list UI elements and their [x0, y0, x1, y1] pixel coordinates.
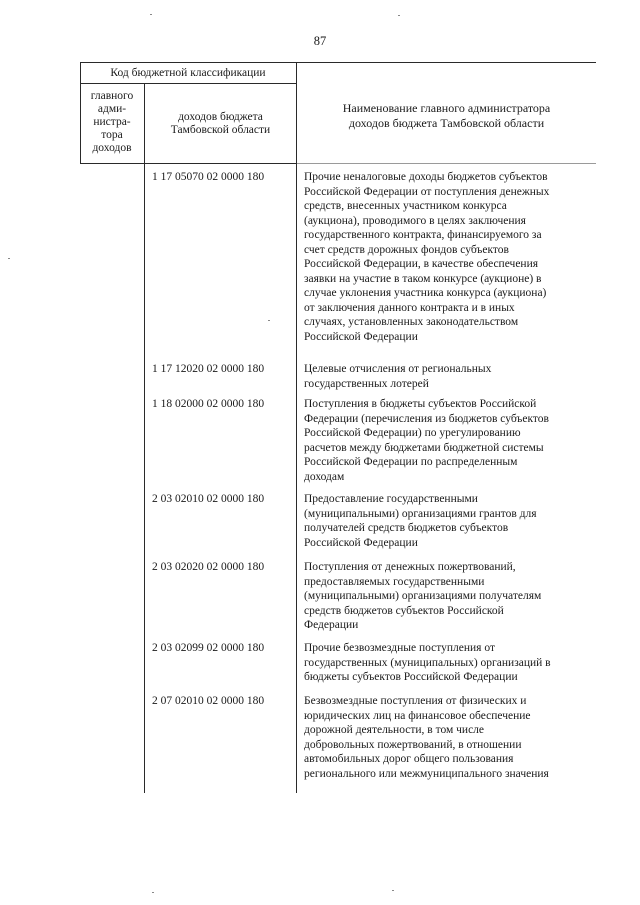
chief-admin-header-line: главного [90, 90, 134, 102]
row-name-line: Российской Федерации) по урегулированию [304, 427, 521, 439]
chief-admin-header-line: нистра- [93, 116, 131, 128]
row-name-line: Федерации (перечисления из бюджетов субъектов [304, 412, 549, 425]
row-name [304, 492, 594, 550]
row-name-line: бюджеты субъектов Российской Федерации [304, 671, 518, 683]
row-code: 1 18 02000 02 0000 180 [152, 398, 265, 410]
chief-admin-header-line: доходов [92, 142, 132, 154]
row-name-line: Прочие безвозмездные поступления от [304, 642, 495, 654]
row-name-line: (муниципальными) организациями грантов для [304, 507, 537, 520]
row-name-line: Поступления от денежных пожертвований, [304, 561, 516, 573]
row-name-line: от заключения данного контракта и в иных [304, 301, 515, 314]
row-name-line: доходам [304, 470, 345, 483]
header-bottom-rule-left [80, 163, 297, 164]
scan-speck [152, 892, 154, 893]
row-name-line: государственных (муниципальных) организаций в [304, 656, 551, 669]
row-code: 2 03 02010 02 0000 180 [152, 493, 265, 505]
chief-admin-header [80, 90, 144, 155]
subheader-rule [80, 83, 297, 84]
row-name-line: Российской Федерации по распределенным [304, 456, 518, 468]
row-name-line: средств, внесенных участником конкурса [304, 200, 507, 212]
row-name [304, 397, 594, 484]
scan-speck [150, 14, 152, 15]
admin-name-header-line: Наименование главного администратора [342, 101, 551, 115]
chief-admin-header-line: тора [101, 129, 123, 141]
row-code: 1 17 12020 02 0000 180 [152, 363, 265, 375]
row-name-line: (аукциона), проводимого в целях заключения [304, 214, 526, 227]
row-name-line: Поступления в бюджеты субъектов Российской [304, 398, 537, 410]
row-name-line: дорожной деятельности, в том числе [304, 724, 485, 736]
row-name [304, 560, 594, 633]
revenue-code-header-line: доходов бюджета [178, 111, 263, 123]
row-name-line: автомобильных дорог общего пользования [304, 753, 514, 765]
row-code: 2 07 02010 02 0000 180 [152, 695, 265, 707]
row-name-line: получателей средств бюджетов субъектов [304, 522, 509, 534]
name-column-divider [296, 62, 297, 793]
row-name-line: случаях, установленных законодательством [304, 316, 519, 328]
row-name-line: Российской Федерации, в качестве обеспечения [304, 258, 539, 270]
row-name-line: регионального или межмуниципального значения [304, 767, 549, 780]
row-name [304, 641, 594, 685]
page-number: 87 [313, 34, 327, 48]
row-code: 1 17 05070 02 0000 180 [152, 171, 265, 183]
scan-speck [398, 15, 400, 16]
row-name-line: государственного контракта, финансируемого за [304, 229, 542, 241]
row-name-line: Предоставление государственными [304, 493, 478, 505]
code-column-divider [144, 83, 145, 793]
row-name-line: заявки на участие в таком конкурсе (аукционе) в [304, 272, 542, 285]
row-name-line: добровольных пожертвований, в отношении [304, 738, 522, 751]
admin-name-header [297, 101, 596, 131]
row-code: 2 03 02020 02 0000 180 [152, 561, 265, 573]
row-code: 2 03 02099 02 0000 180 [152, 642, 265, 654]
row-name [304, 170, 594, 344]
row-name-line: Российской Федерации [304, 330, 418, 343]
revenue-code-header [145, 111, 296, 137]
row-name-line: Федерации [304, 619, 359, 631]
row-name-line: Безвозмездные поступления от физических и [304, 695, 527, 707]
row-name-line: Прочие неналоговые доходы бюджетов субъектов [304, 171, 548, 183]
scan-speck [268, 320, 270, 321]
budget-code-header: Код бюджетной классификации [110, 67, 266, 79]
row-name-line: предоставляемых государственными [304, 575, 485, 588]
row-name-line: Российской Федерации от поступления денежных [304, 185, 550, 198]
chief-admin-header-line: адми- [97, 103, 127, 115]
row-name-line: Российской Федерации [304, 536, 418, 549]
row-name-line: средств бюджетов субъектов Российской [304, 604, 504, 617]
scan-speck [8, 258, 10, 259]
row-name [304, 362, 594, 391]
scan-speck [392, 890, 394, 891]
row-name [304, 694, 594, 781]
header-bottom-rule-right [297, 163, 596, 164]
row-name-line: Целевые отчисления от региональных [304, 363, 492, 375]
row-name-line: государственных лотерей [304, 377, 429, 390]
row-name-line: расчетов между бюджетами бюджетной системы [304, 441, 544, 454]
row-name-line: (муниципальными) организациями получателям [304, 590, 542, 602]
row-name-line: счет средств дорожных фондов субъектов [304, 243, 509, 256]
row-name-line: юридических лиц на финансовое обеспечение [304, 709, 531, 722]
revenue-code-header-line: Тамбовской области [170, 124, 271, 136]
row-name-line: случае уклонения участника конкурса (аукциона) [304, 287, 547, 299]
table-top-rule [80, 62, 596, 63]
admin-name-header-line: доходов бюджета Тамбовской области [348, 116, 545, 130]
